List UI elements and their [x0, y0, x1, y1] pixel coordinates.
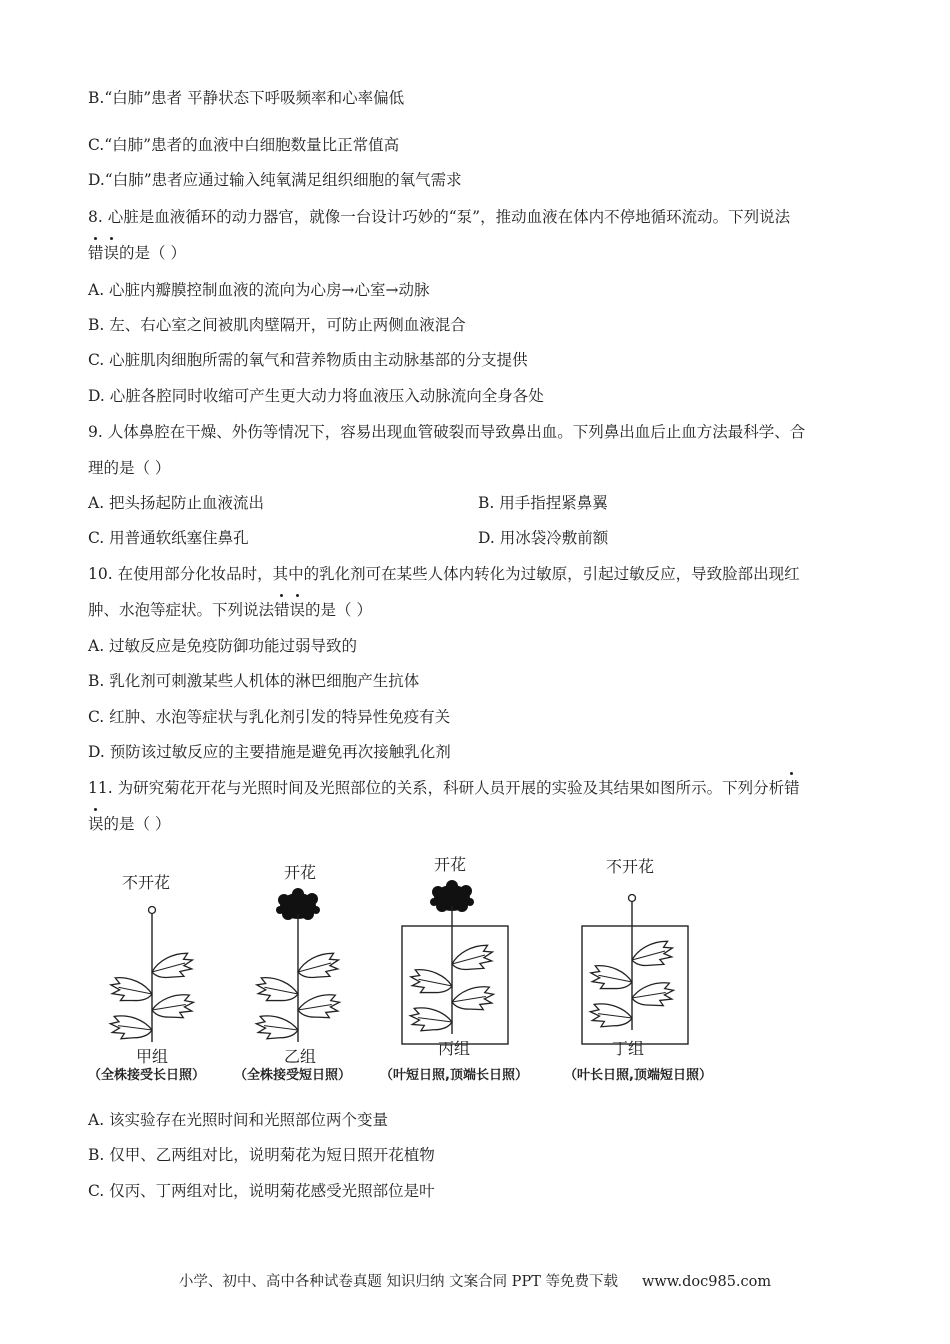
q9-option-d: D. 用冰袋冷敷前额: [478, 529, 609, 547]
q8-stem-line2: [88, 243, 186, 263]
q8-stem-line1: 8. 心脏是血液循环的动力器官，就像一台设计巧妙的“泵”，推动血液在体内不停地循环流动。下列说法: [88, 208, 791, 226]
q10-option-b: B. 乳化剂可刺激某些人机体的淋巴细胞产生抗体: [88, 672, 420, 690]
q10-option-a: A. 过敏反应是免疫防御功能过弱导致的: [88, 637, 358, 655]
q10-emph-2: 误: [289, 601, 306, 619]
q11-emph-1: 错: [784, 779, 800, 797]
q9-option-c: C. 用普通软纸塞住鼻孔: [88, 529, 249, 547]
q7-option-c: C.“白肺”患者的血液中白细胞数量比正常值高: [88, 136, 400, 154]
box-group4: [582, 926, 688, 1044]
bud-group4: [629, 895, 636, 902]
q8-emph-2: 误: [103, 244, 120, 262]
footer-url[interactable]: www.doc985.com: [641, 1274, 772, 1290]
q9-option-a: A. 把头扬起防止血液流出: [88, 494, 265, 512]
plant-illustrations: [88, 848, 748, 1088]
plant-group4: [587, 902, 677, 1034]
q9-stem-line2: 理的是（ ）: [88, 459, 171, 477]
result-group2: 开花: [284, 863, 317, 882]
result-group1: 不开花: [122, 873, 171, 892]
q11-stem-line1-pre: 11. 为研究菊花开花与光照时间及光照部位的关系，科研人员开展的实验及其结果如图所示。下列分析: [88, 779, 785, 797]
q8-option-b: B. 左、右心室之间被肌肉壁隔开，可防止两侧血液混合: [88, 316, 466, 334]
q8-emph-1: 错: [88, 244, 104, 262]
q10-stem-line2: [88, 600, 372, 620]
q11-option-c: C. 仅丙、丁两组对比，说明菊花感受光照部位是叶: [88, 1182, 435, 1200]
plant-group2: [253, 914, 343, 1046]
q11-option-b: B. 仅甲、乙两组对比，说明菊花为短日照开花植物: [88, 1146, 435, 1164]
q10-stem-line2-pre: 肿、水泡等症状。下列说法: [88, 601, 275, 619]
q10-stem-tail: 的是（ ）: [305, 601, 372, 619]
q8-option-d: D. 心脏各腔同时收缩可产生更大动力将血液压入动脉流向全身各处: [88, 387, 544, 405]
condition-group1: （全株接受长日照）: [88, 1068, 206, 1083]
condition-group2: （全株接受短日照）: [234, 1068, 352, 1083]
name-group3: 丙组: [438, 1039, 471, 1058]
condition-group3: （叶短日照,顶端长日照）: [380, 1068, 528, 1083]
footer-text: 小学、初中、高中各种试卷真题 知识归纳 文案合同 PPT 等免费下载: [178, 1274, 618, 1290]
result-group4: 不开花: [606, 857, 655, 876]
q7-option-b: B.“白肺”患者 平静状态下呼吸频率和心率偏低: [88, 89, 405, 107]
q11-stem-line2: [88, 814, 170, 834]
q7-option-d: D.“白肺”患者应通过输入纯氧满足组织细胞的氧气需求: [88, 171, 462, 189]
q8-option-a: A. 心脏内瓣膜控制血液的流向为心房→心室→动脉: [88, 281, 430, 299]
q10-stem-line1: 10. 在使用部分化妆品时，其中的乳化剂可在某些人体内转化为过敏原，引起过敏反应，导致脸部出现红: [88, 565, 800, 583]
condition-group4: （叶长日照,顶端短日照）: [564, 1068, 712, 1083]
q9-stem-line1: 9. 人体鼻腔在干燥、外伤等情况下，容易出现血管破裂而导致鼻出血。下列鼻出血后止血方法最科学、合: [88, 423, 806, 441]
name-group1: 甲组: [136, 1047, 169, 1066]
chrysanthemum-experiment-figure: [88, 848, 748, 1088]
name-group4: 丁组: [612, 1039, 645, 1058]
q11-emph-2: 误: [88, 815, 104, 833]
page-footer: [0, 1270, 950, 1291]
q10-emph-1: 错: [274, 601, 290, 619]
q8-option-c: C. 心脏肌肉细胞所需的氧气和营养物质由主动脉基部的分支提供: [88, 351, 528, 369]
q8-stem-tail: 的是（ ）: [119, 244, 186, 262]
q10-option-d: D. 预防该过敏反应的主要措施是避免再次接触乳化剂: [88, 743, 451, 761]
q11-stem-line1: [88, 778, 800, 798]
q11-stem-tail: 的是（ ）: [103, 815, 171, 833]
q10-option-c: C. 红肿、水泡等症状与乳化剂引发的特异性免疫有关: [88, 708, 451, 726]
plant-group1: [107, 914, 197, 1046]
name-group2: 乙组: [284, 1047, 317, 1066]
bud-group1: [149, 907, 156, 914]
q11-option-a: A. 该实验存在光照时间和光照部位两个变量: [88, 1111, 389, 1129]
q9-option-b: B. 用手指捏紧鼻翼: [478, 494, 608, 512]
result-group3: 开花: [434, 855, 467, 874]
